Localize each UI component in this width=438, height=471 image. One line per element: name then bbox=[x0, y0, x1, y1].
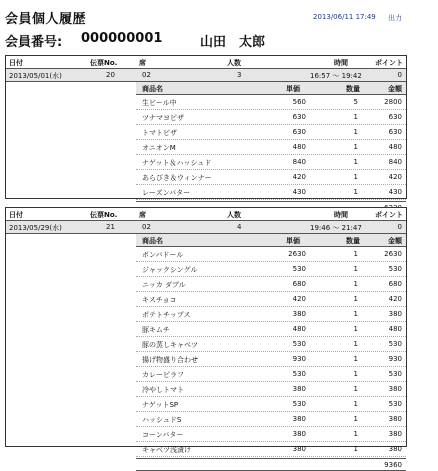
seat-label: 席 bbox=[139, 59, 146, 67]
list-item bbox=[136, 170, 406, 185]
item-amount: 630 bbox=[388, 128, 402, 136]
item-amount: 530 bbox=[388, 265, 402, 273]
visit-date: 2013/05/01(水) bbox=[9, 72, 62, 80]
item-price: 840 bbox=[292, 158, 306, 166]
item-column-headers bbox=[136, 234, 406, 247]
item-price: 680 bbox=[292, 280, 306, 288]
product-column-header: 商品名 bbox=[142, 237, 163, 245]
item-price: 630 bbox=[292, 128, 306, 136]
points-label: ポイント bbox=[375, 59, 403, 67]
list-item bbox=[136, 247, 406, 262]
item-price: 380 bbox=[292, 445, 306, 453]
item-qty: 1 bbox=[353, 295, 358, 303]
item-price: 530 bbox=[292, 340, 306, 348]
item-amount: 380 bbox=[388, 430, 402, 438]
list-item bbox=[136, 352, 406, 367]
item-price: 420 bbox=[292, 295, 306, 303]
item-name: 冷やしトマト bbox=[142, 386, 184, 394]
visit-time: 16:57 ～ 19:42 bbox=[310, 72, 362, 80]
item-name: ナゲット＆ハッシュド bbox=[142, 159, 212, 167]
item-price: 530 bbox=[292, 400, 306, 408]
member-name: 山田 太郎 bbox=[200, 35, 266, 50]
print-link[interactable]: 出力 bbox=[388, 14, 402, 22]
seat-label: 席 bbox=[139, 211, 146, 219]
item-amount: 380 bbox=[388, 385, 402, 393]
item-qty: 1 bbox=[353, 430, 358, 438]
item-amount: 380 bbox=[388, 415, 402, 423]
item-name: トマトピザ bbox=[142, 129, 177, 137]
list-item bbox=[136, 277, 406, 292]
item-price: 930 bbox=[292, 355, 306, 363]
list-item bbox=[136, 140, 406, 155]
list-item bbox=[136, 307, 406, 322]
item-qty: 5 bbox=[353, 98, 358, 106]
item-column-headers bbox=[136, 82, 406, 95]
member-number: 000000001 bbox=[81, 31, 163, 46]
item-qty: 1 bbox=[353, 400, 358, 408]
item-amount: 630 bbox=[388, 113, 402, 121]
visit-total: 9360 bbox=[384, 461, 402, 469]
list-item bbox=[136, 262, 406, 277]
list-item bbox=[136, 125, 406, 140]
page-title: 会員個人履歴 bbox=[5, 12, 87, 27]
item-amount: 530 bbox=[388, 370, 402, 378]
item-amount: 930 bbox=[388, 355, 402, 363]
list-item bbox=[136, 322, 406, 337]
list-item bbox=[136, 185, 406, 200]
item-name: 豚の蒸しキャベツ bbox=[142, 341, 198, 349]
item-amount: 680 bbox=[388, 280, 402, 288]
item-name: 豚キムチ bbox=[142, 326, 170, 334]
item-amount: 480 bbox=[388, 143, 402, 151]
item-qty: 1 bbox=[353, 143, 358, 151]
visit-slip-no: 20 bbox=[106, 71, 115, 79]
item-qty: 1 bbox=[353, 310, 358, 318]
item-price: 420 bbox=[292, 173, 306, 181]
item-price: 430 bbox=[292, 188, 306, 196]
list-item bbox=[136, 442, 406, 457]
item-qty: 1 bbox=[353, 280, 358, 288]
quantity-column-header: 数量 bbox=[346, 85, 360, 93]
item-amount: 420 bbox=[388, 295, 402, 303]
item-qty: 1 bbox=[353, 370, 358, 378]
people-label: 人数 bbox=[227, 211, 241, 219]
item-list bbox=[6, 247, 406, 457]
list-item bbox=[136, 382, 406, 397]
item-name: カレーピラフ bbox=[142, 371, 184, 379]
slip-no-label: 伝票No. bbox=[90, 59, 118, 67]
visit-seat: 02 bbox=[142, 223, 151, 231]
item-qty: 1 bbox=[353, 325, 358, 333]
item-amount: 2630 bbox=[384, 250, 402, 258]
item-name: ハッシュドS bbox=[142, 416, 182, 424]
unit-price-column-header: 単価 bbox=[286, 237, 300, 245]
item-price: 630 bbox=[292, 113, 306, 121]
list-item bbox=[136, 155, 406, 170]
printed-timestamp: 2013/06/11 17:49 bbox=[313, 13, 376, 21]
item-qty: 1 bbox=[353, 265, 358, 273]
list-item bbox=[136, 427, 406, 442]
item-price: 380 bbox=[292, 430, 306, 438]
item-amount: 380 bbox=[388, 310, 402, 318]
item-qty: 1 bbox=[353, 250, 358, 258]
visit-seat: 02 bbox=[142, 71, 151, 79]
item-price: 560 bbox=[292, 98, 306, 106]
visit-header-labels bbox=[6, 56, 406, 69]
item-name: あらびき＆ウィンナー bbox=[142, 174, 212, 182]
item-qty: 1 bbox=[353, 415, 358, 423]
item-price: 530 bbox=[292, 370, 306, 378]
list-item bbox=[136, 412, 406, 427]
visit-points: 0 bbox=[397, 71, 402, 79]
list-item bbox=[136, 337, 406, 352]
item-price: 380 bbox=[292, 385, 306, 393]
item-qty: 1 bbox=[353, 188, 358, 196]
visit-people: 3 bbox=[237, 71, 242, 79]
item-name: 生ビール中 bbox=[142, 99, 177, 107]
list-item bbox=[136, 292, 406, 307]
visit-slip-no: 21 bbox=[106, 223, 115, 231]
item-amount: 2800 bbox=[384, 98, 402, 106]
item-name: レーズンバター bbox=[142, 189, 191, 197]
item-amount: 420 bbox=[388, 173, 402, 181]
item-name: ツナマヨピザ bbox=[142, 114, 184, 122]
visit-summary bbox=[6, 221, 406, 234]
item-price: 2630 bbox=[288, 250, 306, 258]
visit-time: 19:46 ～ 21:47 bbox=[310, 224, 362, 232]
item-name: オニオンM bbox=[142, 144, 176, 152]
amount-column-header: 金額 bbox=[388, 85, 402, 93]
item-qty: 1 bbox=[353, 340, 358, 348]
visit-points: 0 bbox=[397, 223, 402, 231]
visit-total-row bbox=[136, 458, 406, 471]
item-qty: 1 bbox=[353, 355, 358, 363]
item-name: ボンバドール bbox=[142, 251, 184, 259]
list-item bbox=[136, 397, 406, 412]
item-amount: 380 bbox=[388, 445, 402, 453]
date-label: 日付 bbox=[9, 211, 23, 219]
item-name: ニッカ ダブル bbox=[142, 281, 186, 289]
unit-price-column-header: 単価 bbox=[286, 85, 300, 93]
item-amount: 530 bbox=[388, 400, 402, 408]
people-label: 人数 bbox=[227, 59, 241, 67]
list-item bbox=[136, 110, 406, 125]
points-label: ポイント bbox=[375, 211, 403, 219]
item-name: ジャックシングル bbox=[142, 266, 198, 274]
visit-header-labels bbox=[6, 208, 406, 221]
item-qty: 1 bbox=[353, 113, 358, 121]
item-name: キスチョコ bbox=[142, 296, 177, 304]
item-amount: 530 bbox=[388, 340, 402, 348]
item-price: 380 bbox=[292, 415, 306, 423]
visit-record bbox=[5, 55, 407, 199]
amount-column-header: 金額 bbox=[388, 237, 402, 245]
item-qty: 1 bbox=[353, 385, 358, 393]
item-name: ポテトチップス bbox=[142, 311, 191, 319]
item-price: 380 bbox=[292, 310, 306, 318]
item-price: 480 bbox=[292, 325, 306, 333]
visit-people: 4 bbox=[237, 223, 242, 231]
item-qty: 1 bbox=[353, 173, 358, 181]
time-label: 時間 bbox=[334, 59, 348, 67]
list-item bbox=[136, 95, 406, 110]
member-number-label: 会員番号: bbox=[5, 35, 63, 50]
visit-record bbox=[5, 207, 407, 469]
product-column-header: 商品名 bbox=[142, 85, 163, 93]
item-qty: 1 bbox=[353, 445, 358, 453]
item-qty: 1 bbox=[353, 128, 358, 136]
item-name: キャベツ浅漬け bbox=[142, 446, 191, 454]
item-price: 480 bbox=[292, 143, 306, 151]
slip-no-label: 伝票No. bbox=[90, 211, 118, 219]
time-label: 時間 bbox=[334, 211, 348, 219]
item-name: ナゲットSP bbox=[142, 401, 179, 409]
item-name: 揚げ物盛り合わせ bbox=[142, 356, 198, 364]
item-amount: 840 bbox=[388, 158, 402, 166]
list-item bbox=[136, 367, 406, 382]
item-list bbox=[6, 95, 406, 200]
visit-summary bbox=[6, 69, 406, 82]
item-name: コーンバター bbox=[142, 431, 184, 439]
item-amount: 430 bbox=[388, 188, 402, 196]
item-price: 530 bbox=[292, 265, 306, 273]
item-qty: 1 bbox=[353, 158, 358, 166]
item-amount: 480 bbox=[388, 325, 402, 333]
visit-date: 2013/05/29(水) bbox=[9, 224, 62, 232]
date-label: 日付 bbox=[9, 59, 23, 67]
quantity-column-header: 数量 bbox=[346, 237, 360, 245]
